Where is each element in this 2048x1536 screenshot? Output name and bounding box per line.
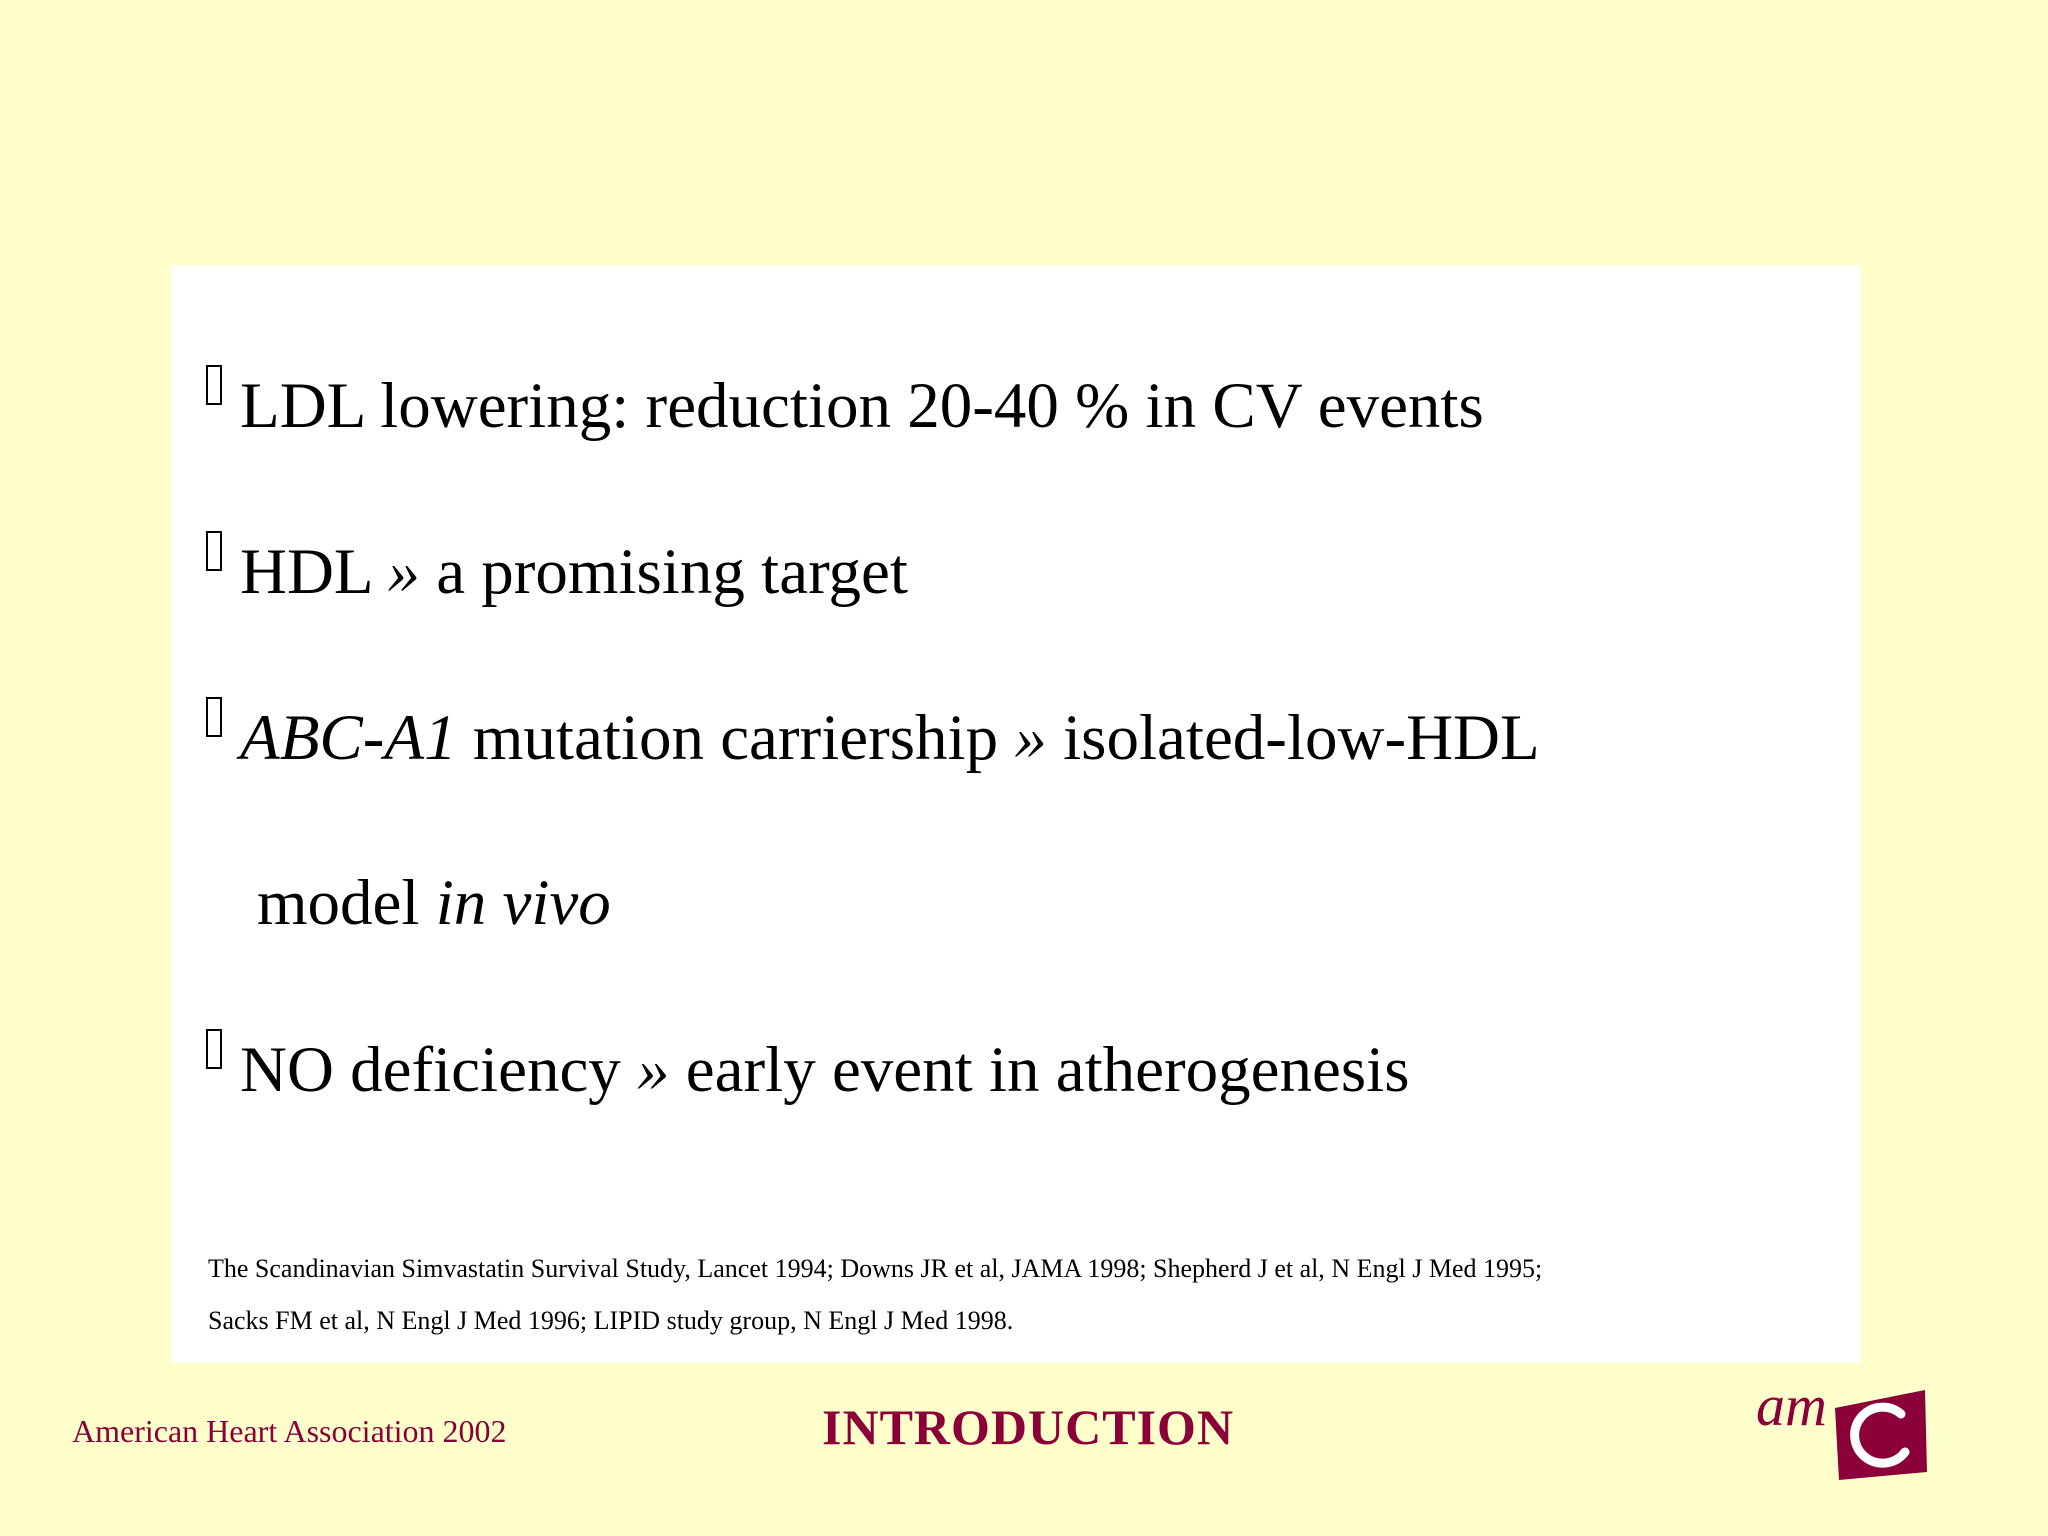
text-segment: NO deficiency	[240, 1034, 638, 1106]
slide-title: INTRODUCTION	[822, 1399, 1235, 1455]
text-segment: in vivo	[435, 867, 611, 939]
bullet-text	[240, 1034, 1410, 1106]
text-segment: »	[387, 536, 420, 608]
bullet-text	[240, 370, 1484, 442]
bullet-abca1-continuation	[231, 863, 611, 943]
bullet-ldl	[206, 365, 1484, 446]
bullet-marker-icon	[206, 697, 222, 737]
content-panel	[171, 265, 1860, 1363]
bullet-marker-icon	[206, 365, 222, 405]
text-segment: early event in atherogenesis	[669, 1034, 1410, 1106]
text-segment: HDL	[240, 536, 388, 608]
text-segment: »	[637, 1034, 670, 1106]
text-segment: isolated-low-HDL	[1046, 702, 1540, 774]
text-segment: a promising target	[419, 536, 908, 608]
text-segment: »	[1014, 702, 1047, 774]
text-segment: model	[257, 867, 436, 939]
bullet-text	[240, 536, 908, 608]
bullet-marker-icon	[206, 531, 222, 571]
reference-line-2: Sacks FM et al, N Engl J Med 1996; LIPID study group, N Engl J Med 1998.	[208, 1306, 1014, 1335]
bullet-text	[240, 702, 1540, 774]
amc-logo-icon	[1835, 1390, 1927, 1482]
bullet-marker-icon	[206, 1029, 222, 1069]
text-segment: LDL lowering: reduction 20-40 % in CV events	[240, 370, 1484, 442]
bullet-continuation-text	[257, 867, 611, 939]
amc-logo	[1752, 1373, 1932, 1480]
text-segment: mutation carriership	[456, 702, 1015, 774]
reference-line-1: The Scandinavian Simvastatin Survival Study, Lancet 1994; Downs JR et al, JAMA 1998; Shepherd J et al, N Engl J Med 1995;	[208, 1254, 1543, 1283]
bullet-abca1	[206, 697, 1540, 778]
text-segment: ABC-A1	[240, 702, 457, 774]
bullet-no-deficiency	[206, 1029, 1410, 1110]
footer-source: American Heart Association 2002	[72, 1413, 507, 1449]
logo-text: am	[1756, 1373, 1827, 1438]
bullet-hdl	[206, 531, 908, 612]
